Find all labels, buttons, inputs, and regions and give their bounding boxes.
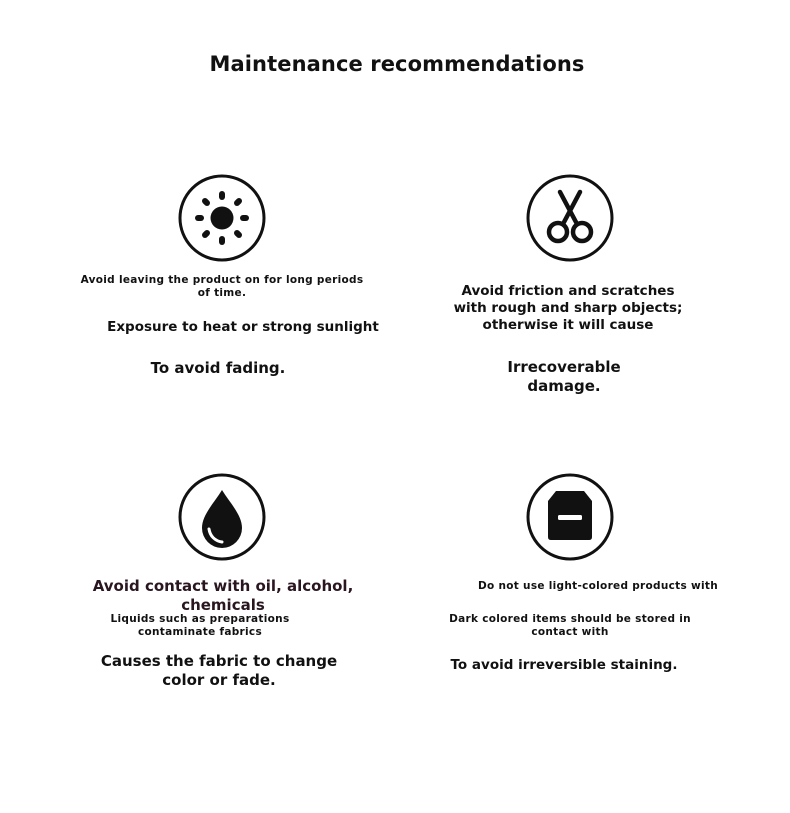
page-title: Maintenance recommendations — [209, 52, 585, 76]
droplet-card-result: Causes the fabric to change color or fade. — [100, 652, 338, 689]
scissors-card-result: Irrecoverable damage. — [507, 358, 621, 395]
droplet-card-headline: Avoid contact with oil, alcohol, chemicals — [92, 577, 354, 614]
droplet-icon — [178, 473, 266, 561]
sun-card-result: To avoid fading. — [150, 359, 286, 377]
scissors-card-note: Avoid friction and scratches with rough and sharp objects; otherwise it will cause — [453, 283, 683, 333]
scissors-icon — [526, 174, 614, 262]
sun-icon — [178, 174, 266, 262]
droplet-card-note: Liquids such as preparations contaminate fabrics — [110, 613, 290, 639]
sun-card-note: Avoid leaving the product on for long periods of time. — [80, 274, 364, 300]
garment-icon — [526, 473, 614, 561]
garment-card-result: To avoid irreversible staining. — [450, 657, 678, 673]
garment-card-headline: Do not use light-colored products with — [478, 580, 718, 592]
sun-card-headline: Exposure to heat or strong sunlight — [107, 319, 379, 335]
garment-card-note: Dark colored items should be stored in contact with — [449, 613, 691, 639]
